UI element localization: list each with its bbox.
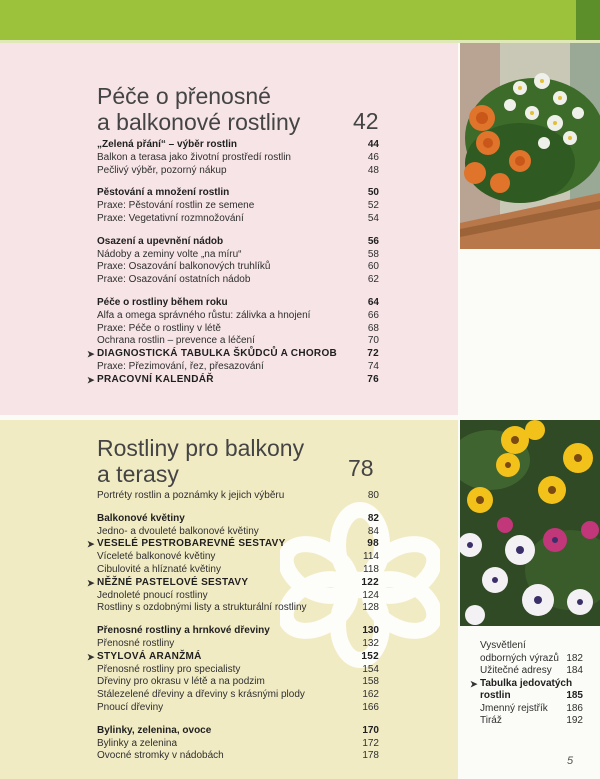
toc-entry-page: 44 <box>367 139 379 150</box>
top-band-accent <box>576 0 600 40</box>
toc-care <box>87 139 379 387</box>
toc-entry-label: Rostliny s ozdobnými listy a strukturální rostliny <box>97 602 307 614</box>
toc-entry <box>97 750 379 763</box>
toc-entry-label: Jmenný rejstřík <box>480 702 548 714</box>
section-page-number: 78 <box>348 455 374 481</box>
toc-entry-label: rostlin <box>480 690 511 701</box>
toc-entry <box>97 689 379 702</box>
toc-entry-page: 54 <box>367 212 379 224</box>
toc-entry-page: 76 <box>367 373 379 385</box>
toc-entry <box>97 676 379 689</box>
toc-entry-label: Pečlivý výběr, pozorný nákup <box>97 164 227 176</box>
toc-entry <box>97 513 379 526</box>
toc-entry-label: Praxe: Přezimování, řez, přesazování <box>97 360 264 372</box>
toc-entry <box>97 200 379 213</box>
toc-entry-label: Přenosné rostliny pro specialisty <box>97 663 241 675</box>
toc-entry-label: Ovocné stromky v nádobách <box>97 750 224 762</box>
toc-entry <box>97 738 379 751</box>
toc-entry-label: odborných výrazů <box>480 652 559 664</box>
toc-entry-page: 64 <box>367 296 379 308</box>
toc-entry <box>97 602 379 615</box>
arrow-icon: ➤ <box>87 577 95 588</box>
toc-entry-page: 52 <box>367 200 379 212</box>
toc-entry-label: DIAGNOSTICKÁ TABULKA ŠKŮDCŮ A CHOROB <box>97 348 338 360</box>
toc-entry <box>97 261 379 274</box>
toc-entry-label: Balkon a terasa jako životní prostředí rostlin <box>97 151 291 163</box>
toc-entry <box>480 653 583 666</box>
toc-entry <box>97 323 379 336</box>
toc-entry-page: 184 <box>566 665 583 676</box>
toc-entry-label: Nádoby a zeminy volte „na míru“ <box>97 248 242 260</box>
toc-entry-label: Víceleté balkonové květiny <box>97 551 216 563</box>
toc-entry <box>97 551 379 564</box>
toc-entry <box>97 236 379 249</box>
toc-plants <box>87 490 379 763</box>
toc-entry-page: 60 <box>367 261 379 273</box>
toc-entry <box>97 725 379 738</box>
toc-entry-label: Jedno- a dvouleté balkonové květiny <box>97 525 259 537</box>
toc-entry <box>480 715 583 728</box>
toc-entry-page: 124 <box>362 589 379 601</box>
toc-entry-label: Praxe: Vegetativní rozmnožování <box>97 212 244 224</box>
toc-entry-page: 46 <box>367 151 379 163</box>
toc-entry-page: 185 <box>566 690 583 701</box>
toc-entry <box>97 187 379 200</box>
toc-entry-page: 118 <box>363 563 379 575</box>
toc-entry-label: Přenosné rostliny <box>97 637 175 649</box>
toc-entry-label: Cibulovité a hlíznaté květiny <box>97 563 221 575</box>
toc-entry-label: Pnoucí dřeviny <box>97 701 164 713</box>
toc-entry-label: Užitečné adresy <box>480 665 552 676</box>
toc-entry-page: 152 <box>361 650 379 662</box>
toc-entry-page: 80 <box>367 490 379 501</box>
toc-entry-label: „Zelená přání“ – výběr rostlin <box>97 139 238 150</box>
section-title-care <box>97 83 300 135</box>
toc-entry-page: 178 <box>362 750 379 762</box>
section-title-line1: Rostliny pro balkony <box>97 435 305 461</box>
toc-entry <box>97 490 379 503</box>
toc-entry-label: Tabulka jedovatých <box>480 677 573 689</box>
toc-entry-page: 48 <box>367 164 379 176</box>
toc-entry-label: Dřeviny pro okrasu v létě a na podzim <box>97 676 265 688</box>
toc-entry <box>470 677 583 691</box>
toc-entry-label: Bylinky, zelenina, ovoce <box>97 724 212 736</box>
toc-entry-label: Praxe: Osazování balkonových truhlíků <box>97 261 271 273</box>
toc-entry <box>97 297 379 310</box>
toc-entry-page: 172 <box>362 737 379 749</box>
toc-entry <box>87 650 379 664</box>
toc-entry-label: STYLOVÁ ARANŽMÁ <box>97 650 202 662</box>
toc-entry <box>97 152 379 165</box>
toc-entry <box>480 690 583 703</box>
toc-entry-label: PRACOVNÍ KALENDÁŘ <box>97 373 214 385</box>
toc-entry <box>97 625 379 638</box>
toc-entry-page: 72 <box>367 348 379 360</box>
toc-entry-label: Osazení a upevnění nádob <box>97 235 224 247</box>
toc-entry-label: Jednoleté pnoucí rostliny <box>97 589 208 601</box>
toc-entry-page: 154 <box>362 663 379 675</box>
toc-entry <box>97 526 379 539</box>
toc-entry <box>87 576 379 590</box>
toc-entry <box>480 640 583 653</box>
toc-entry-page: 62 <box>367 274 379 286</box>
toc-entry <box>97 590 379 603</box>
toc-entry-page: 122 <box>361 576 379 588</box>
section-title-plants <box>97 435 304 487</box>
toc-entry-label: Tiráž <box>480 715 502 726</box>
toc-entry <box>480 665 583 678</box>
toc-entry-label: Bylinky a zelenina <box>97 737 178 749</box>
toc-entry-page: 68 <box>367 322 379 334</box>
toc-entry <box>97 213 379 226</box>
toc-entry <box>97 249 379 262</box>
toc-entry-page: 114 <box>363 551 379 563</box>
toc-entry-page: 50 <box>367 187 379 199</box>
toc-entry <box>97 702 379 715</box>
page-number: 5 <box>567 755 574 767</box>
toc-entry-page: 56 <box>367 235 379 247</box>
toc-entry-label: Praxe: Péče o rostliny v létě <box>97 322 221 334</box>
toc-entry <box>97 335 379 348</box>
toc-entry-page: 192 <box>566 715 583 726</box>
toc-entry-page: 82 <box>367 512 379 524</box>
arrow-icon: ➤ <box>87 374 95 385</box>
section-title-line1: Péče o přenosné <box>97 83 271 109</box>
toc-entry-label: VESELÉ PESTROBAREVNÉ SESTAVY <box>97 538 286 550</box>
toc-entry <box>97 638 379 651</box>
toc-entry <box>97 139 379 152</box>
toc-entry-label: Přenosné rostliny a hrnkové dřeviny <box>97 625 270 637</box>
toc-entry-page: 70 <box>367 335 379 347</box>
marigold-planter-photo <box>460 43 600 249</box>
toc-entry <box>97 310 379 323</box>
toc-entry-page: 170 <box>362 724 379 736</box>
toc-entry-page: 128 <box>362 602 379 614</box>
arrow-icon: ➤ <box>87 651 95 662</box>
toc-appendix <box>470 640 583 728</box>
arrow-icon: ➤ <box>87 539 95 550</box>
section-title-line2: a balkonové rostliny <box>97 109 301 135</box>
toc-entry-page: 98 <box>367 538 379 550</box>
toc-entry <box>97 165 379 178</box>
toc-entry-label: Ochrana rostlin – prevence a léčení <box>97 335 255 347</box>
toc-entry <box>87 348 379 361</box>
toc-entry-page: 186 <box>566 702 583 714</box>
toc-entry-page: 182 <box>566 652 583 664</box>
toc-entry <box>97 361 379 374</box>
toc-entry-page: 58 <box>367 248 379 260</box>
toc-entry <box>97 664 379 677</box>
toc-entry-page: 84 <box>367 525 379 537</box>
osteospermum-flowers-photo <box>460 420 600 626</box>
toc-entry-label: Balkonové květiny <box>97 512 185 524</box>
toc-entry-label: Alfa a omega správného růstu: zálivka a hnojení <box>97 309 311 321</box>
toc-entry <box>97 274 379 287</box>
toc-entry-label: Praxe: Pěstování rostlin ze semene <box>97 200 255 212</box>
toc-entry-page: 158 <box>362 676 379 688</box>
toc-entry-page: 162 <box>362 689 379 701</box>
toc-entry-page: 130 <box>362 625 379 637</box>
toc-entry-label: Vysvětlení <box>480 640 526 651</box>
toc-entry-label: Stálezelené dřeviny a dřeviny s krásnými plody <box>97 689 305 701</box>
toc-entry-page: 166 <box>362 701 379 713</box>
toc-entry-label: Pěstování a množení rostlin <box>97 187 230 199</box>
section-title-line2: a terasy <box>97 461 179 487</box>
toc-entry-label: Péče o rostliny během roku <box>97 296 228 308</box>
toc-entry <box>480 703 583 716</box>
arrow-icon: ➤ <box>470 678 478 689</box>
toc-entry <box>87 538 379 551</box>
toc-entry-label: Praxe: Osazování ostatních nádob <box>97 274 251 286</box>
toc-entry-page: 74 <box>367 360 379 372</box>
arrow-icon: ➤ <box>87 349 95 360</box>
toc-entry-label: Portréty rostlin a poznámky k jejich výběru <box>97 490 285 501</box>
top-color-band <box>0 0 600 40</box>
toc-entry-page: 66 <box>367 309 379 321</box>
section-page-number: 42 <box>353 108 379 134</box>
toc-entry <box>97 564 379 577</box>
toc-entry-label: NĚŽNÉ PASTELOVÉ SESTAVY <box>97 576 249 588</box>
toc-entry <box>87 373 379 387</box>
toc-entry-page: 132 <box>362 637 379 649</box>
